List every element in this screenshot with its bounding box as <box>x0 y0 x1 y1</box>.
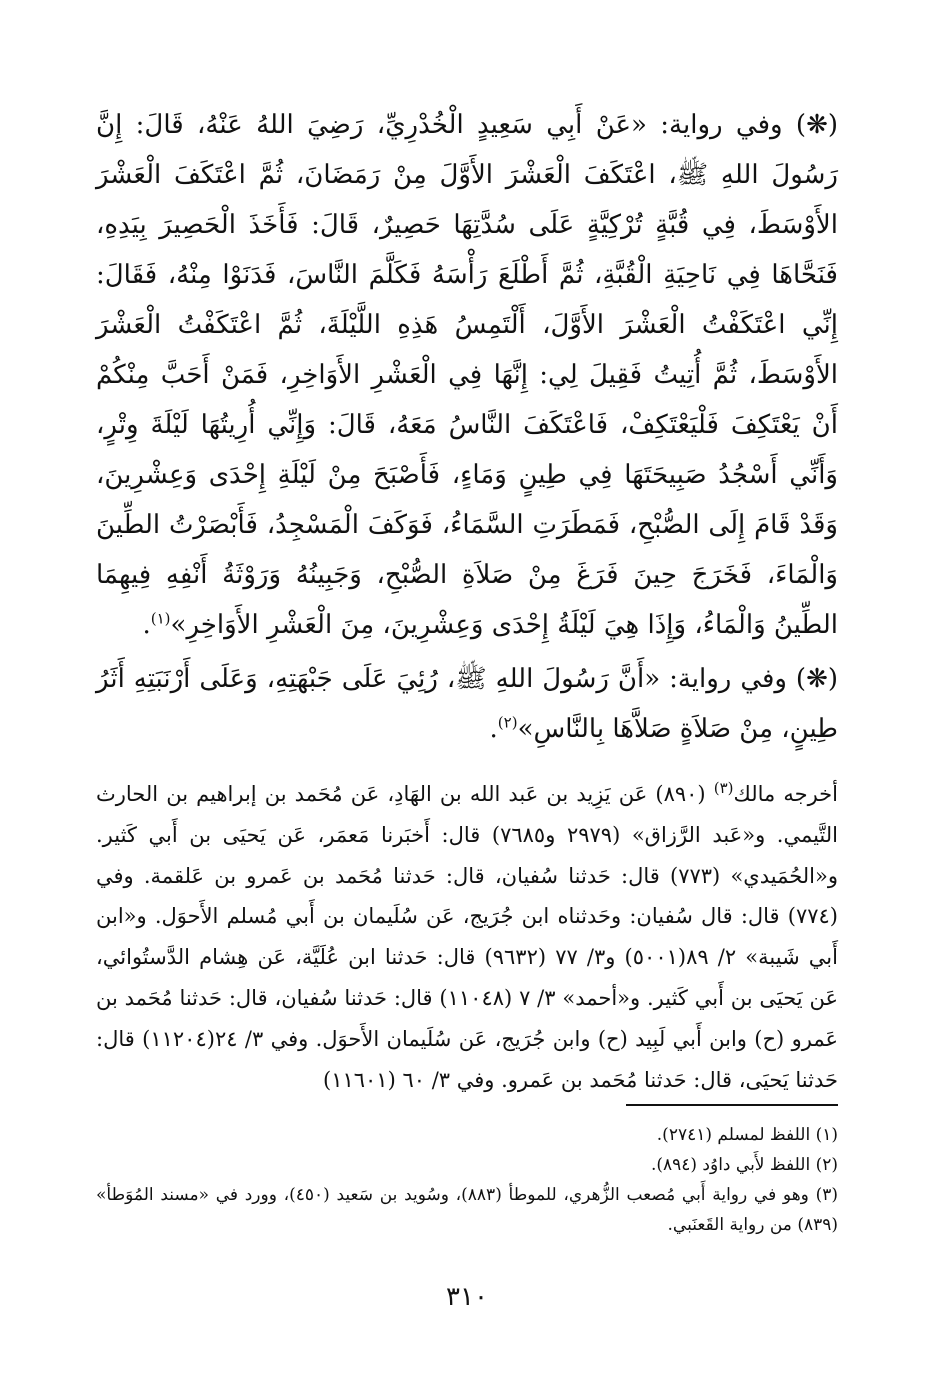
narration-text-1: (❋) وفي رواية: «عَنْ أَبِي سَعِيدٍ الْخُدْرِيِّ، رَضِيَ اللهُ عَنْهُ، قَالَ: إِنَّ رَسُولَ اللهِ ﷺ، اعْتَكَفَ الْعَشْرَ الأَوَّلَ مِنْ رَمَضَانَ، ثُمَّ اعْتَكَفَ الْعَشْرَ الأَوْسَطَ، فِي قُبَّةٍ تُرْكِيَّةٍ عَلَى سُدَّتِهَا حَصِيرٌ، قَالَ: فَأَخَذَ الْحَصِيرَ بِيَدِهِ، فَنَحَّاهَا فِي نَاحِيَةِ الْقُبَّةِ، ثُمَّ أَطْلَعَ رَأْسَهُ فَكَلَّمَ النَّاسَ، فَدَنَوْا مِنْهُ، فَقَالَ: إِنِّي اعْتَكَفْتُ الْعَشْرَ الأَوَّلَ، أَلْتَمِسُ هَذِهِ اللَّيْلَةَ، ثُمَّ اعْتَكَفْتُ الْعَشْرَ الأَوْسَطَ، ثُمَّ أُتِيتُ فَقِيلَ لِي: إِنَّهَا فِي الْعَشْرِ الأَوَاخِرِ، فَمَنْ أَحَبَّ مِنْكُمْ أَنْ يَعْتَكِفَ فَلْيَعْتَكِفْ، فَاعْتَكَفَ النَّاسُ مَعَهُ، قَالَ: وَإِنِّي أُرِيتُهَا لَيْلَةَ وِتْرٍ، وَأَنِّي أَسْجُدُ صَبِيحَتَهَا فِي طِينٍ وَمَاءٍ، فَأَصْبَحَ مِنْ لَيْلَةِ إِحْدَى وَعِشْرِينَ، وَقَدْ قَامَ إِلَى الصُّبْحِ، فَمَطَرَتِ السَّمَاءُ، فَوَكَفَ الْمَسْجِدُ، فَأَبْصَرْتُ الطِّينَ وَالْمَاءَ، فَخَرَجَ حِينَ فَرَغَ مِنْ صَلاَةِ الصُّبْحِ، وَجَبِينُهُ وَرَوْثَةُ أَنْفِهِ فِيهِمَا الطِّينُ وَالْمَاءُ، وَإِذَا هِيَ لَيْلَةُ إِحْدَى وَعِشْرِينَ، مِنَ الْعَشْرِ الأَوَاخِرِ» <box>96 110 838 640</box>
sources-lead: أخرجه مالك <box>733 782 838 806</box>
page-number: ٣١٠ <box>446 1282 488 1312</box>
footnote-3: (٣) وهو في رواية أَبي مُصعب الزُّهري، للموطأ (٨٨٣)، وسُويد بن سَعيد (٤٥٠)، وورد في «مسند المُوَطأ» (٨٣٩) من رواية القَعنَبي. <box>96 1185 838 1235</box>
footnote-ref-2: (٢) <box>497 713 518 732</box>
narration-text-2: (❋) وفي رواية: «أَنَّ رَسُولَ اللهِ ﷺ، رُئِيَ عَلَى جَبْهَتِهِ، وَعَلَى أَرْنَبَتِهِ أَثَرُ طِينٍ، مِنْ صَلاَةٍ صَلاَّهَا بِالنَّاسِ» <box>96 664 838 744</box>
footnotes <box>96 1120 838 1240</box>
footnote-divider <box>626 1104 838 1106</box>
book-page <box>96 100 838 1340</box>
narration-paragraph-1: (❋) وفي رواية: «عَنْ أَبِي سَعِيدٍ الْخُدْرِيِّ، رَضِيَ اللهُ عَنْهُ، قَالَ: إِنَّ رَسُولَ اللهِ ﷺ، اعْتَكَفَ الْعَشْرَ الأَوَّلَ مِنْ رَمَضَانَ، ثُمَّ اعْتَكَفَ الْعَشْرَ الأَوْسَطَ، فِي قُبَّةٍ تُرْكِيَّةٍ عَلَى سُدَّتِهَا حَصِيرٌ، قَالَ: فَأَخَذَ الْحَصِيرَ بِيَدِهِ، فَنَحَّاهَا فِي نَاحِيَةِ الْقُبَّةِ، ثُمَّ أَطْلَعَ رَأْسَهُ فَكَلَّمَ النَّاسَ، فَدَنَوْا مِنْهُ، فَقَالَ: إِنِّي اعْتَكَفْتُ الْعَشْرَ الأَوَّلَ، أَلْتَمِسُ هَذِهِ اللَّيْلَةَ، ثُمَّ اعْتَكَفْتُ الْعَشْرَ الأَوْسَطَ، ثُمَّ أُتِيتُ فَقِيلَ لِي: إِنَّهَا فِي الْعَشْرِ الأَوَاخِرِ، فَمَنْ أَحَبَّ مِنْكُمْ أَنْ يَعْتَكِفَ فَلْيَعْتَكِفْ، فَاعْتَكَفَ النَّاسُ مَعَهُ، قَالَ: وَإِنِّي أُرِيتُهَا لَيْلَةَ وِتْرٍ، وَأَنِّي أَسْجُدُ صَبِيحَتَهَا فِي طِينٍ وَمَاءٍ، فَأَصْبَحَ مِنْ لَيْلَةِ إِحْدَى وَعِشْرِينَ، وَقَدْ قَامَ إِلَى الصُّبْحِ، فَمَطَرَتِ السَّمَاءُ، فَوَكَفَ الْمَسْجِدُ، فَأَبْصَرْتُ الطِّينَ وَالْمَاءَ، فَخَرَجَ حِينَ فَرَغَ مِنْ صَلاَةِ الصُّبْحِ، وَجَبِينُهُ وَرَوْثَةُ أَنْفِهِ فِيهِمَا الطِّينُ وَالْمَاءُ، وَإِذَا هِيَ لَيْلَةُ إِحْدَى وَعِشْرِينَ، مِنَ الْعَشْرِ الأَوَاخِرِ»$^{(١)}$. <box>96 110 838 640</box>
footnote-ref-1: (١) <box>150 609 171 628</box>
takhrij-sources <box>96 774 838 1100</box>
footnote-2: (٢) اللفظ لأَبي داوُد (٨٩٤). <box>650 1155 838 1175</box>
sources-text: (٨٩٠) عَن يَزِيد بن عَبد الله بن الهَادِ، عَن مُحَمد بن إبراهيم بن الحارث التَّيمي. و«عَبد الرَّزاق» (٢٩٧٩ و٧٦٨٥) قال: أَخبَرنا مَعمَر، عَن يَحيَى بن أَبي كَثير. و«الحُمَيدي» (٧٧٣) قال: حَدثنا سُفيان، قال: حَدثنا مُحَمد بن عَمرو بن عَلقمة. وفي (٧٧٤) قال: قال سُفيان: وحَدثناه ابن جُرَيج، عَن سُلَيمان بن أَبي مُسلم الأَحوَل. و«ابن أَبي شَيبة» ٢/ ٨٩(٥٠٠١) و٣/ ٧٧ (٩٦٣٢) قال: حَدثنا ابن عُلَيَّة، عَن هِشام الدَّستُوائي، عَن يَحيَى بن أَبي كَثير. و«أحمد» ٣/ ٧ (١١٠٤٨) قال: حَدثنا سُفيان، قال: حَدثنا مُحَمد بن عَمرو (ح) وابن أَبي لَبِيد (ح) وابن جُرَيج، عَن سُلَيمان الأَحوَل. وفي ٣/ ٢٤(١١٢٠٤) قال: حَدثنا يَحيَى، قال: حَدثنا مُحَمد بن عَمرو. وفي ٣/ ٦٠ (١١٦٠١) <box>96 782 839 1092</box>
footnote-ref-3: (٣) <box>713 779 734 797</box>
narration-paragraph-2: (❋) وفي رواية: «أَنَّ رَسُولَ اللهِ ﷺ، رُئِيَ عَلَى جَبْهَتِهِ، وَعَلَى أَرْنَبَتِهِ أَثَرُ طِينٍ، مِنْ صَلاَةٍ صَلاَّهَا بِالنَّاسِ»$^{(٢)}$. <box>96 664 838 744</box>
footnote-1: (١) اللفظ لمسلم (٢٧٤١). <box>656 1125 838 1145</box>
